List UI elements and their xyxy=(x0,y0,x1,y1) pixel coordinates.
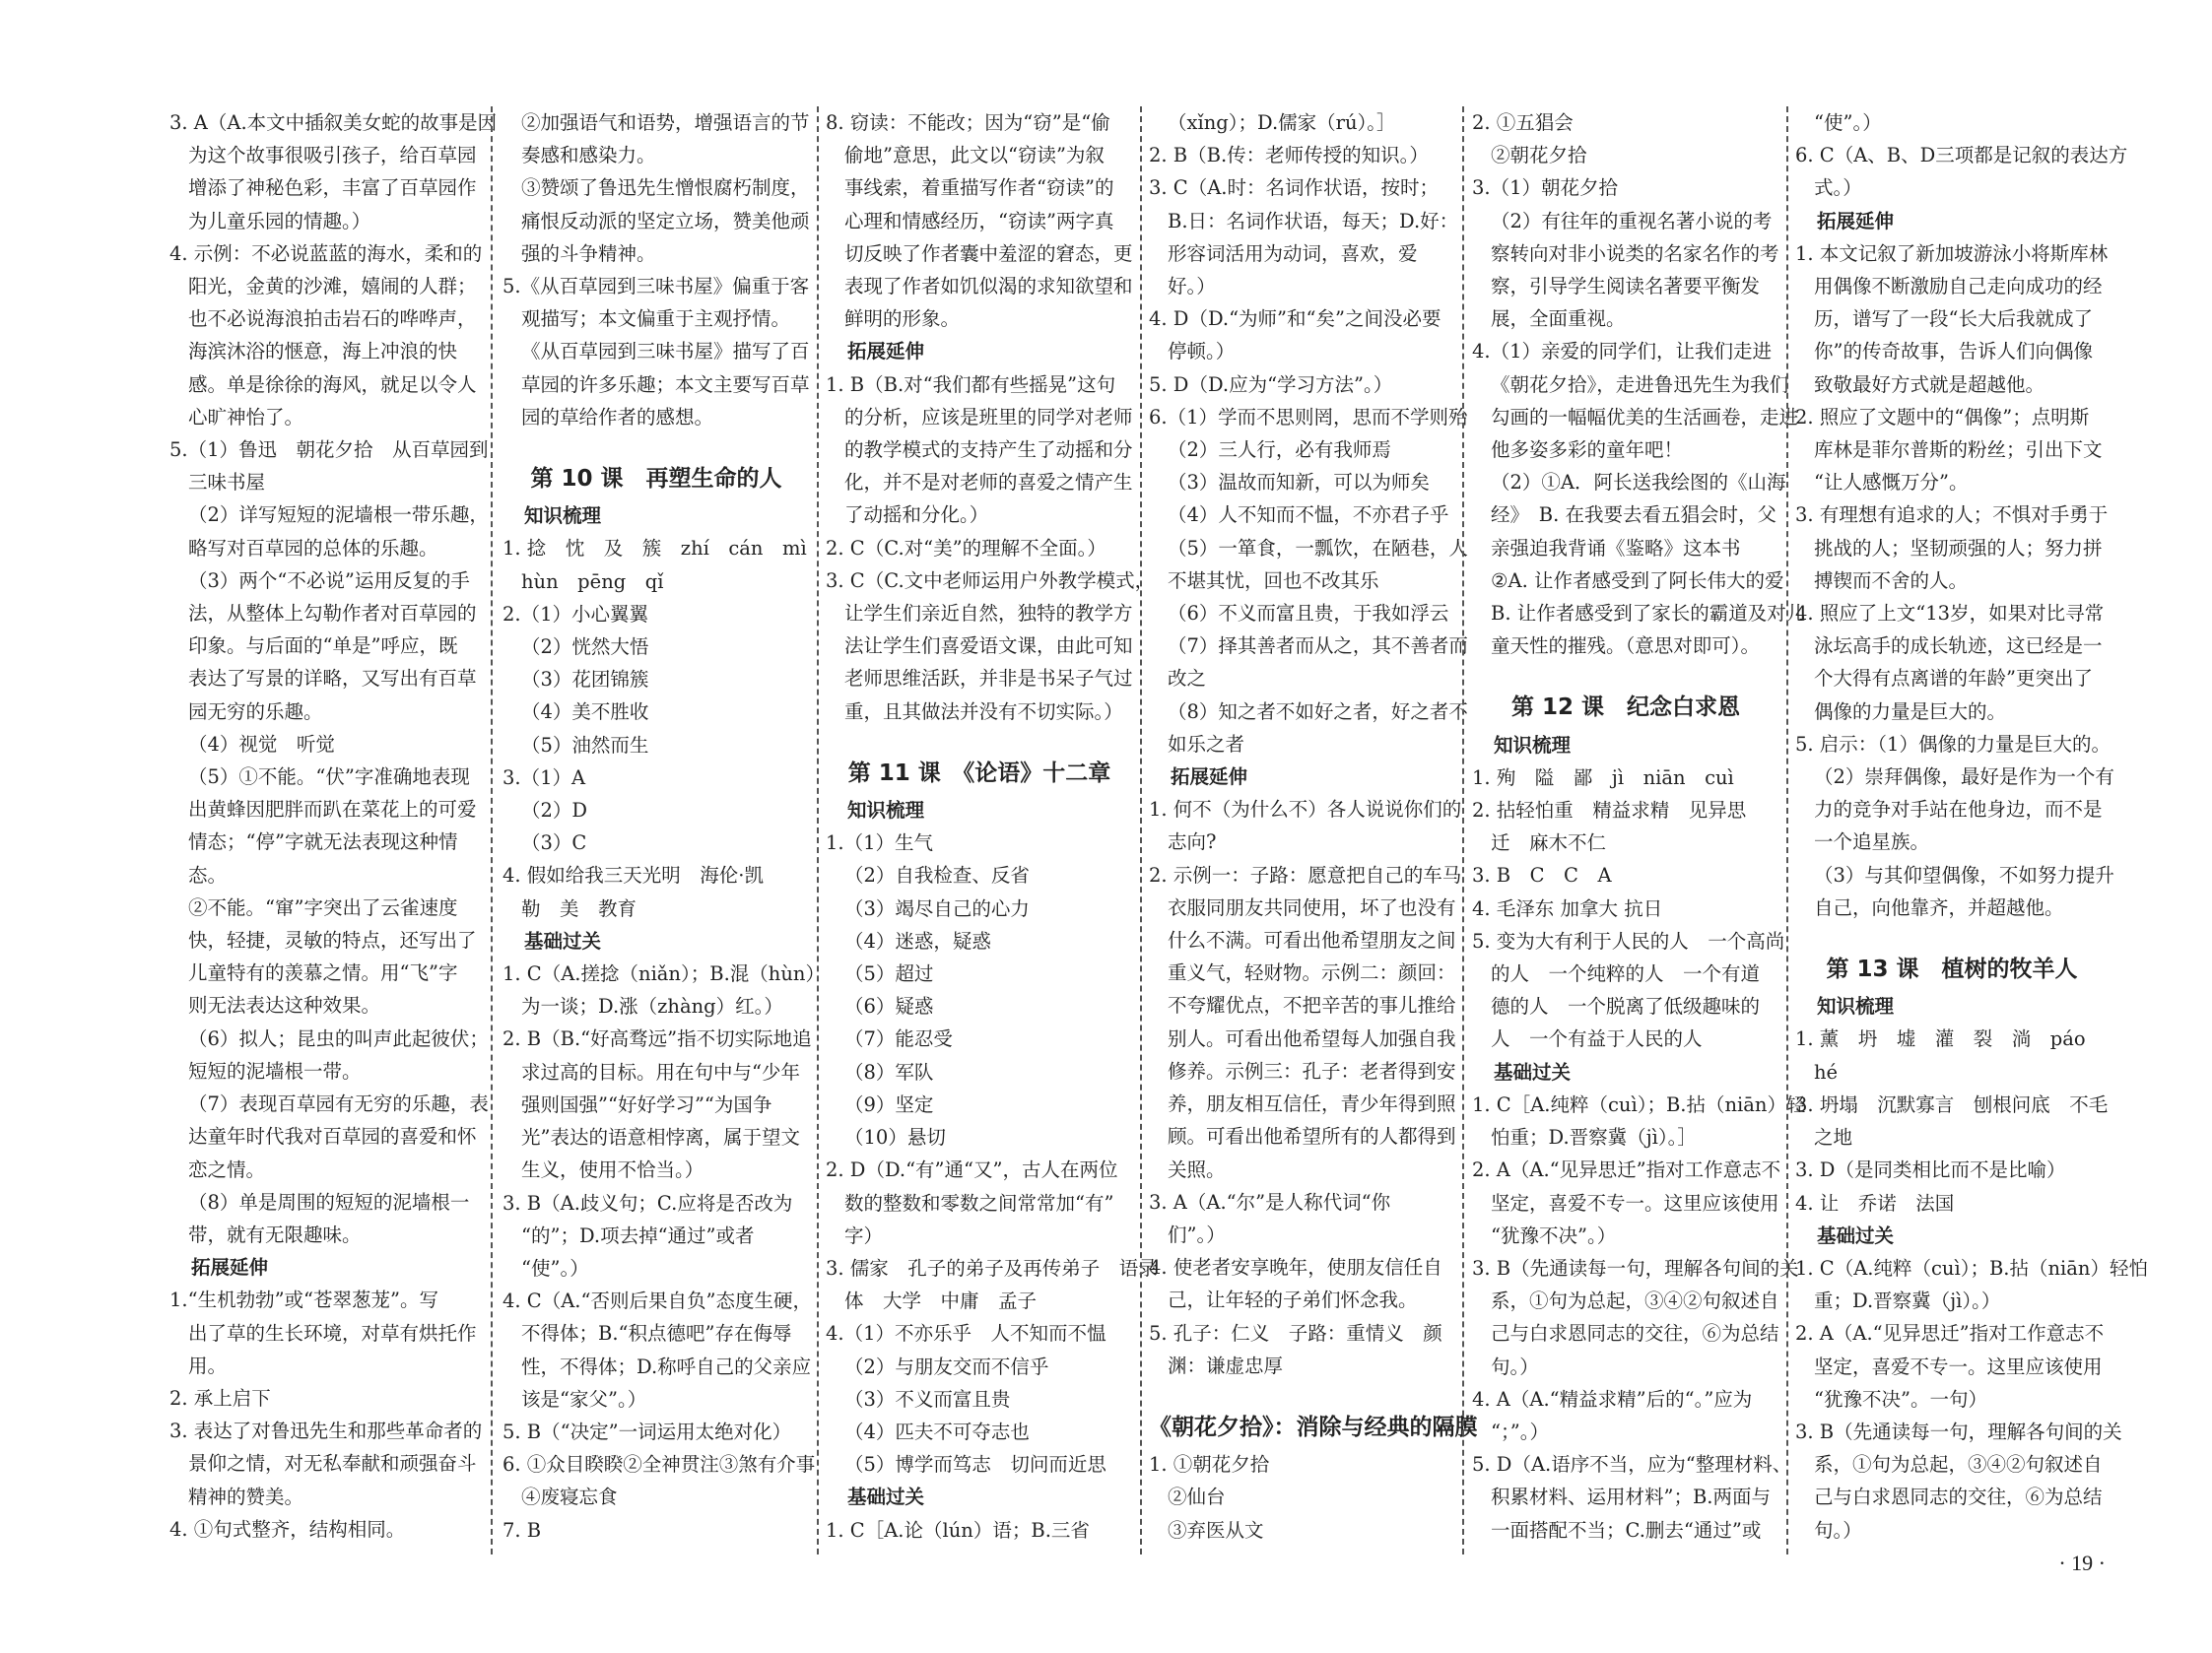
text-line: （6）拟人；昆虫的叫声此起彼伏； xyxy=(188,1026,489,1050)
text-line: 3. 有理想有追求的人；不惧对手勇于 xyxy=(1795,503,2109,527)
text-line: 1. B（B.对“我们都有些摇晃”这句 xyxy=(826,372,1116,396)
text-line: （7）表现百草园有无穷的乐趣，表 xyxy=(188,1092,489,1116)
text-line: （5）超过 xyxy=(844,962,934,986)
text-line: 1.（1）生气 xyxy=(826,831,934,855)
text-line: 1. 何不（为什么不）各人说说你们的 xyxy=(1149,798,1462,822)
text-line: 老师思维活跃，并非是书呆子气过 xyxy=(844,667,1133,691)
text-line: 2. 照应了文题中的“偶像”；点明斯 xyxy=(1795,405,2090,429)
text-line: 1. C（A.纯粹（cuì）；B.拈（niān）轻怕 xyxy=(1795,1256,2148,1280)
text-line: 化，并不是对老师的喜爱之情产生 xyxy=(844,471,1133,495)
text-line: 不夸耀优点，不把辛苦的事儿推给 xyxy=(1168,994,1456,1018)
text-line: 出黄蜂因肥胖而趴在菜花上的可爱 xyxy=(188,798,477,822)
text-line: ②加强语气和语势，增强语言的节 xyxy=(521,111,810,134)
text-line: 5. 启示：（1）偶像的力量是巨大的。 xyxy=(1795,732,2111,756)
text-line: 事线索，着重描写作者“窃读”的 xyxy=(844,176,1114,200)
text-line: 情态；“停”字就无法表现这种情 xyxy=(188,830,458,854)
text-line: 怕重；D.晋察冀（jì）。］ xyxy=(1491,1126,1697,1150)
text-line: 达童年时代我对百草园的喜爱和怀 xyxy=(188,1125,477,1149)
text-line: 生义，使用不恰当。） xyxy=(521,1158,704,1182)
text-line: 勾画的一幅幅优美的生活画卷，走进 xyxy=(1491,405,1799,429)
text-line: 2. 承上启下 xyxy=(169,1386,271,1410)
page-number: · 19 · xyxy=(2058,1551,2106,1575)
text-line: 偶像的力量是巨大的。 xyxy=(1814,699,2007,723)
text-line: hé xyxy=(1814,1060,1839,1084)
text-line: 他多姿多彩的童年吧！ xyxy=(1491,438,1684,462)
text-line: 海滨沐浴的惬意，海上冲浪的快 xyxy=(188,340,458,364)
text-line: 3. B（先通读每一句，理解各句间的关 xyxy=(1795,1420,2122,1443)
text-line: “使”。） xyxy=(1814,111,1882,134)
text-line: （2）崇拜偶像，最好是作为一个有 xyxy=(1814,765,2114,789)
text-line: 1. C［A.论（lún）语；B.三省 xyxy=(826,1518,1090,1542)
text-line: （8）单是周围的短短的泥墙根一 xyxy=(188,1190,470,1214)
text-line: B.日：名词作状语，每天；D.好： xyxy=(1168,209,1459,232)
text-line: 1. 本文记叙了新加坡游泳小将斯库林 xyxy=(1795,241,2109,265)
text-line: “使”。） xyxy=(521,1256,589,1280)
text-line: 2. C（C.对“美”的理解不全面。） xyxy=(826,536,1106,560)
lesson-title: 《朝花夕拾》：消除与经典的隔膜 xyxy=(1149,1414,1478,1440)
text-line: 4. D（D.“为师”和“矣”之间没必要 xyxy=(1149,307,1441,331)
text-line: B. 让作者感受到了家长的霸道及对儿 xyxy=(1491,602,1806,626)
text-line: （3）C xyxy=(521,831,587,855)
text-line: 自己，向他靠齐，并超越他。 xyxy=(1814,895,2064,919)
text-line: 7. B xyxy=(503,1518,542,1542)
text-line: （2）自我检查、反省 xyxy=(844,864,1030,888)
section-heading: 知识梳理 xyxy=(847,799,925,823)
text-line: 用偶像不断激励自己走向成功的经 xyxy=(1814,275,2103,298)
text-line: 勒 美 教育 xyxy=(521,896,637,920)
text-line: 偷地”意思，此文以“窃读”为叙 xyxy=(844,144,1105,167)
lesson-title: 第 13 课 植树的牧羊人 xyxy=(1826,957,2078,983)
text-line: 3. D（是同类相比而不是比喻） xyxy=(1795,1158,2066,1182)
text-line: （4）视觉 听觉 xyxy=(188,732,335,756)
text-line: 什么不满。可看出他希望朋友之间 xyxy=(1168,929,1456,953)
text-line: 3.（1）A xyxy=(503,765,586,789)
lesson-title: 第 10 课 再塑生命的人 xyxy=(530,466,782,493)
text-line: 坚定，喜爱不专一。这里应该使用 xyxy=(1491,1191,1779,1215)
text-line: （2）有往年的重视名著小说的考 xyxy=(1491,209,1773,232)
text-line: 4.（1）亲爱的同学们，让我们走进 xyxy=(1472,340,1773,364)
text-line: 让学生们亲近自然，独特的教学方 xyxy=(844,602,1133,626)
text-line: 8. 窃读：不能改；因为“窃”是“偷 xyxy=(826,111,1110,134)
text-line: 1. C（A.搓捻（niǎn）；B.混（hùn） xyxy=(503,962,825,986)
text-line: 5. D（D.应为“学习方法”。） xyxy=(1149,372,1393,396)
text-line: 则无法表达这种效果。 xyxy=(188,994,381,1018)
text-line: 重；D.晋察冀（jì）。） xyxy=(1814,1289,2001,1313)
text-line: 心旷神怡了。 xyxy=(188,405,304,429)
text-line: 景仰之情，对无私奉献和顽强奋斗 xyxy=(188,1452,477,1476)
column-divider xyxy=(1140,106,1142,1554)
text-line: 6.（1）学而不思则罔，思而不学则殆 xyxy=(1149,405,1468,429)
text-line: ②不能。“窜”字突出了云雀速度 xyxy=(188,895,458,919)
text-line: 展，全面重视。 xyxy=(1491,307,1626,331)
text-line: 三味书屋 xyxy=(188,471,266,495)
column-divider xyxy=(817,106,819,1554)
text-line: 印象。与后面的“单是”呼应，既 xyxy=(188,634,458,658)
column-divider xyxy=(1786,106,1788,1554)
text-line: （4）匹夫不可夺志也 xyxy=(844,1420,1030,1443)
text-line: （7）择其善者而从之，其不善者而 xyxy=(1168,634,1468,658)
section-heading: 基础过关 xyxy=(847,1486,925,1509)
text-line: （2）①A．阿长送我绘图的《山海 xyxy=(1491,471,1786,495)
text-line: 如乐之者 xyxy=(1168,732,1245,756)
text-line: hùn pēng qǐ xyxy=(521,569,664,593)
text-line: 1. 薰 坍 墟 灌 裂 淌 páo xyxy=(1795,1027,2086,1051)
text-line: 4. ①句式整齐，结构相同。 xyxy=(169,1517,406,1541)
text-line: 数的整数和零数之间常常加“有” xyxy=(844,1191,1114,1215)
text-line: 1. 殉 隘 鄙 jì niān cuì xyxy=(1472,765,1734,789)
text-line: 积累材料、运用材料”；B.两面与 xyxy=(1491,1486,1771,1509)
text-line: （3）两个“不必说”运用反复的手 xyxy=(188,568,470,592)
text-line: 痛恨反动派的坚定立场，赞美他顽 xyxy=(521,209,810,232)
text-line: 2. B（B.“好高骛远”指不切实际地追 xyxy=(503,1027,812,1051)
text-line: （3）温故而知新，可以为师矣 xyxy=(1168,471,1430,495)
text-line: 的人 一个纯粹的人 一个有道 xyxy=(1491,962,1761,986)
text-line: 己与白求恩同志的交往，⑥为总结 xyxy=(1814,1486,2103,1509)
text-line: 3. 儒家 孔子的弟子及再传弟子 语录 xyxy=(826,1256,1158,1280)
text-line: 光”表达的语意相悖离，属于望文 xyxy=(521,1126,800,1150)
text-line: 3. C（C.文中老师运用户外教学模式， xyxy=(826,568,1155,592)
text-line: 4. 假如给我三天光明 海伦·凯 xyxy=(503,864,765,888)
text-line: 了动摇和分化。） xyxy=(844,503,989,527)
text-line: （2）与朋友交而不信乎 xyxy=(844,1355,1049,1378)
text-line: 你”的传奇故事，告诉人们向偶像 xyxy=(1814,340,2093,364)
text-line: “让人感慨万分”。 xyxy=(1814,471,1969,495)
text-line: （5）博学而笃志 切问而近思 xyxy=(844,1453,1106,1477)
text-line: 《从百草园到三味书屋》描写了百 xyxy=(521,340,810,364)
text-line: 态。 xyxy=(188,863,228,887)
text-line: 4. A（A.“精益求精”后的“。”应为 xyxy=(1472,1387,1753,1411)
text-line: （3）竭尽自己的心力 xyxy=(844,896,1030,920)
text-line: 坚定，喜爱不专一。这里应该使用 xyxy=(1814,1355,2103,1378)
text-line: 强则国强”“好好学习”“为国争 xyxy=(521,1092,772,1116)
text-line: （2）恍然大悟 xyxy=(521,635,649,659)
text-line: ②朝花夕拾 xyxy=(1491,144,1587,167)
section-heading: 拓展延伸 xyxy=(1171,765,1248,789)
text-line: （7）能忍受 xyxy=(844,1027,953,1051)
text-line: 力的竞争对手站在他身边，而不是 xyxy=(1814,798,2103,822)
text-column-2 xyxy=(503,106,825,1554)
text-line: 句。） xyxy=(1491,1355,1539,1378)
text-line: 求过高的目标。用在句中与“少年 xyxy=(521,1060,800,1084)
text-line: （5）油然而生 xyxy=(521,733,649,757)
text-line: （6）不义而富且贵，于我如浮云 xyxy=(1168,602,1449,626)
text-line: 字） xyxy=(844,1223,884,1247)
text-line: （2）三人行，必有我师焉 xyxy=(1168,438,1391,462)
text-line: ③赞颂了鲁迅先生憎恨腐朽制度， xyxy=(521,176,810,200)
text-line: 阳光，金黄的沙滩，嬉闹的人群； xyxy=(188,275,477,298)
section-heading: 知识梳理 xyxy=(1817,995,1895,1019)
text-line: （5）①不能。“伏”字准确地表现 xyxy=(188,765,470,789)
text-line: 2. 拈轻怕重 精益求精 见异思 xyxy=(1472,799,1747,823)
text-line: 也不必说海浪拍击岩石的哗哗声， xyxy=(188,307,477,331)
text-line: ③弃医从文 xyxy=(1168,1518,1264,1542)
text-line: 搏锲而不舍的人。 xyxy=(1814,568,1969,592)
text-line: 为这个故事很吸引孩子，给百草园 xyxy=(188,144,477,167)
text-line: 园的草给作者的感想。 xyxy=(521,405,714,429)
text-line: 5. 变为大有利于人民的人 一个高尚 xyxy=(1472,929,1785,953)
text-line: 感。单是徐徐的海风，就足以令人 xyxy=(188,372,477,396)
text-line: （5）一箪食，一瓢饮，在陋巷，人 xyxy=(1168,536,1468,560)
text-line: 个大得有点离谱的年龄”更突出了 xyxy=(1814,667,2093,691)
text-line: 3.（1）朝花夕拾 xyxy=(1472,176,1619,200)
text-line: 《朝花夕拾》，走进鲁迅先生为我们 xyxy=(1491,372,1789,396)
text-line: （3）花团锦簇 xyxy=(521,668,649,692)
text-line: 别人。可看出他希望每人加强自我 xyxy=(1168,1026,1456,1050)
text-line: （4）人不知而不愠，不亦君子乎 xyxy=(1168,503,1449,527)
text-line: 4. 毛泽东 加拿大 抗日 xyxy=(1472,896,1663,920)
text-line: 法让学生们喜爱语文课，由此可知 xyxy=(844,634,1133,658)
text-line: 出了草的生长环境，对草有烘托作 xyxy=(188,1321,477,1345)
text-line: （2）详写短短的泥墙根一带乐趣， xyxy=(188,503,489,527)
lesson-title: 第 12 课 纪念白求恩 xyxy=(1510,694,1741,721)
text-line: 6. C（A、B、D三项都是记叙的表达方 xyxy=(1795,144,2128,167)
text-line: 一个追星族。 xyxy=(1814,830,1930,854)
text-line: 5.（1）鲁迅 朝花夕拾 从百草园到 xyxy=(169,438,489,462)
text-line: 体 大学 中庸 孟子 xyxy=(844,1289,1038,1313)
text-line: 儿童特有的羡慕之情。用“飞”字 xyxy=(188,961,458,985)
text-line: 4.（1）不亦乐乎 人不知而不愠 xyxy=(826,1322,1106,1346)
text-line: 强的斗争精神。 xyxy=(521,241,656,265)
text-line: 3. B（A.歧义句；C.应将是否改为 xyxy=(503,1191,793,1215)
text-line: 2.（1）小心翼翼 xyxy=(503,602,649,626)
text-line: 该是“家父”。） xyxy=(521,1387,647,1411)
text-line: 园无穷的乐趣。 xyxy=(188,699,323,723)
text-line: 不堪其忧，回也不改其乐 xyxy=(1168,568,1379,592)
text-line: 快，轻捷，灵敏的特点，还写出了 xyxy=(188,929,477,953)
text-line: 4. 使老者安享晚年，使朋友信任自 xyxy=(1149,1256,1442,1280)
text-line: 4. C（A.“否则后果自负”态度生硬， xyxy=(503,1289,812,1313)
text-line: 渊：谦虚忠厚 xyxy=(1168,1354,1284,1377)
text-line: 察，引导学生阅读名著要平衡发 xyxy=(1491,275,1761,298)
text-line: 法，从整体上勾勒作者对百草园的 xyxy=(188,602,477,626)
text-line: 4. 示例：不必说蓝蓝的海水，柔和的 xyxy=(169,241,483,265)
text-line: 的教学模式的支持产生了动摇和分 xyxy=(844,438,1133,462)
text-line: 2. D（D.“有”通“又”，古人在两位 xyxy=(826,1158,1118,1182)
text-line: 表达了写景的详略，又写出有百草 xyxy=(188,667,477,691)
text-line: 心理和情感经历，“窃读”两字真 xyxy=(844,209,1114,232)
text-line: 草园的许多乐趣；本文主要写百草 xyxy=(521,372,810,396)
text-line: 略写对百草园的总体的乐趣。 xyxy=(188,536,438,560)
text-line: 增添了神秘色彩，丰富了百草园作 xyxy=(188,176,477,200)
text-line: 奏感和感染力。 xyxy=(521,144,656,167)
text-line: 德的人 一个脱离了低级趣味的 xyxy=(1491,995,1761,1019)
text-line: 3. A（A.本文中插叙美女蛇的故事是因 xyxy=(169,111,498,134)
text-line: 系，①句为总起，③④②句叙述自 xyxy=(1491,1289,1779,1313)
text-line: 为一谈；D.涨（zhàng）红。） xyxy=(521,995,783,1019)
text-line: 系，①句为总起，③④②句叙述自 xyxy=(1814,1453,2103,1477)
text-line: 为儿童乐园的情趣。） xyxy=(188,209,371,232)
text-line: 3. B C C A xyxy=(1472,864,1612,888)
column-divider xyxy=(491,106,493,1554)
text-line: 3. C（A.时：名词作状语，按时； xyxy=(1149,176,1440,200)
text-line: 不得体；B.“积点德吧”存在侮辱 xyxy=(521,1322,792,1346)
text-line: 观描写；本文偏重于主观抒情。 xyxy=(521,307,791,331)
text-line: 2. A（A.“见异思迁”指对工作意志不 xyxy=(1472,1158,1781,1182)
text-line: 库林是菲尔普斯的粉丝；引出下文 xyxy=(1814,438,2103,462)
text-line: （8）知之者不如好之者，好之者不 xyxy=(1168,699,1468,723)
text-line: 切反映了作者囊中羞涩的窘态，更 xyxy=(844,241,1133,265)
column-divider xyxy=(1462,106,1464,1554)
text-line: 己，让年轻的子弟们怀念我。 xyxy=(1168,1289,1418,1312)
text-line: 2. A（A.“见异思迁”指对工作意志不 xyxy=(1795,1322,2105,1346)
text-line: 泳坛高手的成长轨迹，这已经是一 xyxy=(1814,634,2103,658)
text-line: 重，且其做法并没有不切实际。） xyxy=(844,699,1123,723)
text-line: （9）坚定 xyxy=(844,1092,934,1116)
text-line: 养，朋友相互信任，青少年得到照 xyxy=(1168,1092,1456,1116)
text-line: 一面搭配不当；C.删去“通过”或 xyxy=(1491,1518,1762,1542)
text-line: 4. 照应了上文“13岁，如果对比寻常 xyxy=(1795,602,2105,626)
text-line: 经》 B. 在我要去看五猖会时，父 xyxy=(1491,503,1776,527)
text-line: 改之 xyxy=(1168,667,1207,691)
text-line: （3）不义而富且贵 xyxy=(844,1387,1011,1411)
text-line: 2. 示例一：子路：愿意把自己的车马 xyxy=(1149,863,1462,887)
text-line: 鲜明的形象。 xyxy=(844,307,961,331)
text-line: 3. B（先通读每一句，理解各句间的关 xyxy=(1472,1256,1799,1280)
text-line: （2）D xyxy=(521,799,588,823)
text-line: 察转向对非小说类的名家名作的考 xyxy=(1491,241,1779,265)
text-column-4 xyxy=(1149,106,1478,1554)
text-line: 6. ①众目睽睽②全神贯注③煞有介事 xyxy=(503,1453,816,1477)
text-line: 亲强迫我背诵《鉴略》这本书 xyxy=(1491,536,1741,560)
text-line: （xǐng）；D.儒家（rú）。］ xyxy=(1168,111,1396,134)
text-line: （4）美不胜收 xyxy=(521,700,649,724)
text-line: ④废寝忘食 xyxy=(521,1486,618,1509)
text-column-5 xyxy=(1472,106,1806,1554)
lesson-title: 第 11 课 《论语》十二章 xyxy=(847,760,1111,786)
text-column-1 xyxy=(169,106,498,1554)
text-line: （3）与其仰望偶像，不如努力提升 xyxy=(1814,863,2114,887)
text-line: 带，就有无限趣味。 xyxy=(188,1223,362,1246)
text-line: “；”。） xyxy=(1491,1420,1549,1443)
text-line: 停顿。） xyxy=(1168,340,1236,364)
section-heading: 知识梳理 xyxy=(524,504,602,528)
text-line: ②仙台 xyxy=(1168,1486,1226,1509)
text-line: “的”；D.项去掉“通过”或者 xyxy=(521,1223,755,1247)
text-line: 4. 让 乔诺 法国 xyxy=(1795,1191,1955,1215)
text-line: 3. A（A.“尔”是人称代词“你 xyxy=(1149,1190,1391,1214)
section-heading: 拓展延伸 xyxy=(191,1256,269,1280)
text-line: 2. ①五猖会 xyxy=(1472,111,1574,134)
text-line: “犹豫不决”。一句） xyxy=(1814,1387,1987,1411)
text-line: 1. C［A.纯粹（cuì）；B.拈（niān）轻 xyxy=(1472,1092,1806,1116)
text-line: 短短的泥墙根一带。 xyxy=(188,1059,362,1083)
text-line: 1. ①朝花夕拾 xyxy=(1149,1453,1270,1477)
text-line: 历，谱写了一段“长大后我就成了 xyxy=(1814,307,2093,331)
text-line: 恋之情。 xyxy=(188,1157,266,1181)
text-column-6 xyxy=(1795,106,2148,1554)
text-line: 5. B（“决定”一词运用太绝对化） xyxy=(503,1420,792,1443)
section-heading: 基础过关 xyxy=(1494,1060,1572,1084)
text-line: 致敬最好方式就是超越他。 xyxy=(1814,372,2045,396)
text-line: 精神的赞美。 xyxy=(188,1485,304,1508)
text-line: 们”。） xyxy=(1168,1223,1226,1246)
text-line: “犹豫不决”。） xyxy=(1491,1223,1617,1247)
text-line: （4）迷惑，疑惑 xyxy=(844,929,991,953)
text-line: 修养。示例三：孔子：老者得到安 xyxy=(1168,1059,1456,1083)
text-line: 句。） xyxy=(1814,1518,1862,1542)
text-line: 重义气，轻财物。示例二：颜回： xyxy=(1168,961,1456,985)
text-line: 挑战的人；坚韧顽强的人；努力拼 xyxy=(1814,536,2103,560)
text-line: 童天性的摧残。（意思对即可）。 xyxy=(1491,634,1761,658)
text-line: 5. D（A.语序不当，应为“整理材料、 xyxy=(1472,1453,1792,1477)
text-line: 性，不得体；D.称呼自己的父亲应 xyxy=(521,1355,812,1378)
text-line: 之地 xyxy=(1814,1126,1853,1150)
text-line: 好。） xyxy=(1168,275,1216,298)
text-column-3 xyxy=(826,106,1158,1554)
text-line: 3. 表达了对鲁迅先生和那些革命者的 xyxy=(169,1420,483,1443)
text-line: 顾。可看出他希望所有的人都得到 xyxy=(1168,1125,1456,1149)
text-line: 式。） xyxy=(1814,176,1862,200)
text-line: （10）悬切 xyxy=(844,1126,946,1150)
text-line: 1. 捻 忱 及 簇 zhí cán mì xyxy=(503,537,807,561)
text-line: 形容词活用为动词，喜欢，爱 xyxy=(1168,241,1418,265)
text-line: 2. B（B.传：老师传授的知识。） xyxy=(1149,144,1429,167)
text-line: 衣服同朋友共同使用，坏了也没有 xyxy=(1168,895,1456,919)
text-line: 用。 xyxy=(188,1354,228,1377)
section-heading: 基础过关 xyxy=(524,929,602,953)
text-line: 迁 麻木不仁 xyxy=(1491,831,1607,855)
text-line: （6）疑惑 xyxy=(844,995,934,1019)
text-line: 关照。 xyxy=(1168,1157,1226,1181)
text-line: 志向? xyxy=(1168,830,1217,854)
text-line: ②A. 让作者感受到了阿长伟大的爱 xyxy=(1491,568,1784,592)
text-line: 5. 孔子：仁义 子路：重情义 颜 xyxy=(1149,1321,1442,1345)
section-heading: 知识梳理 xyxy=(1494,733,1572,757)
section-heading: 拓展延伸 xyxy=(1817,209,1895,232)
text-line: 的分析，应该是班里的同学对老师 xyxy=(844,405,1133,429)
text-line: 己与白求恩同志的交往，⑥为总结 xyxy=(1491,1322,1779,1346)
text-line: 5.《从百草园到三味书屋》偏重于客 xyxy=(503,275,810,298)
text-line: 人 一个有益于人民的人 xyxy=(1491,1027,1703,1051)
text-line: 表现了作者如饥似渴的求知欲望和 xyxy=(844,275,1133,298)
text-line: （8）军队 xyxy=(844,1060,934,1084)
text-line: 1.“生机勃勃”或“苍翠葱茏”。写 xyxy=(169,1289,438,1312)
text-line: 3. 坍塌 沉默寡言 刨根问底 不毛 xyxy=(1795,1092,2109,1116)
section-heading: 拓展延伸 xyxy=(847,340,925,364)
section-heading: 基础过关 xyxy=(1817,1223,1895,1247)
